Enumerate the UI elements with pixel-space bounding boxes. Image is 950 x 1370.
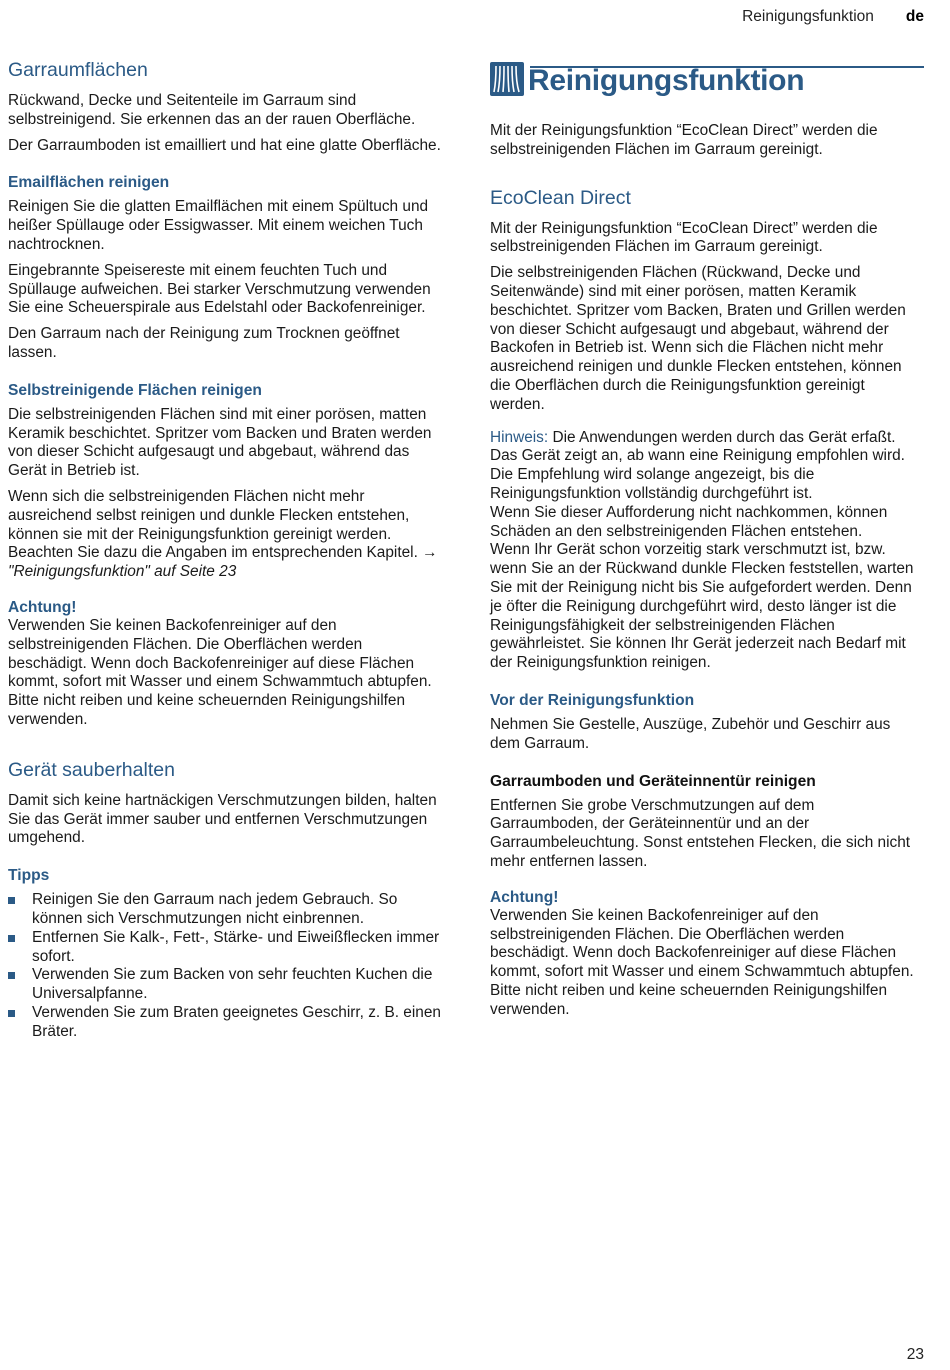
eco-p2: Die selbstreinigenden Flächen (Rückwand, Decke und Seitenwände) sind mit einer porösen, matten Keramik beschichtet. Spritzer vom Backen, Braten und Grillen werden von dieser Schicht aufgesaugt und abgebaut, während der Backofen in Betrieb ist. Wenn sich die Flächen nicht mehr ausreichend reinigen und dunkle Flecken entstehen, können die Oberflächen durch die Reinigungsfunktion gereinigt werden. (490, 264, 906, 413)
boden-attention-text: Verwenden Sie keinen Backofenreiniger auf den selbstreinigenden Flächen. Die Oberflächen werden beschädigt. Wenn doch Backofenreiniger auf diese Flächen kommt, sofort mit Wasser und einem Schwammtuch abtupfen. Bitte nicht reiben und keine scheuernden Reinigungshilfen verwenden. (490, 906, 914, 1018)
selbst-p2-text: Wenn sich die selbstreinigenden Flächen nicht mehr ausreichend selbst reinigen und dunkle Flecken entstehen, können sie mit der Reinigungsfunktion gereinigt werden. Beachten Sie dazu die Angaben im entsprechenden Kapitel. (8, 487, 418, 562)
tips-list (8, 891, 445, 1041)
tips-title: Tipps (8, 867, 50, 885)
hint-label: Hinweis: (490, 428, 549, 446)
garraum-title: Garraumflächen (8, 59, 148, 81)
hint-p3: Wenn Ihr Gerät schon vorzeitig stark verschmutzt ist, bzw. wenn Sie an der Rückwand dunkle Flecken feststellen, warten Sie mit der Reinigung nicht bis Sie aufgefordert werden. Denn je öfter die Reinigung durchgeführt wird, desto länger ist die Reinigungsfähigkeit der selbstreinigenden Flächen gewährleistet. Sie können Ihr Gerät jederzeit nach Bedarf mit der Reinigungsfunktion reinigen. (490, 541, 914, 672)
hint-text: Die Anwendungen werden durch das Gerät erfaßt. Das Gerät zeigt an, ab wann eine Reinigung empfohlen wird. Die Empfehlung wird solange angezeigt, bis die Reinigungsfunktion vollständig durchgeführt ist. (490, 428, 905, 502)
vor-p1: Nehmen Sie Gestelle, Auszüge, Zubehör und Geschirr aus dem Garraum. (490, 715, 891, 752)
hint-paragraph (490, 429, 922, 504)
page-number: 23 (906, 1346, 924, 1363)
cleaning-function-icon (490, 62, 524, 96)
reference-arrow-icon: → (422, 544, 438, 562)
vor-title: Vor der Reinigungsfunktion (490, 691, 695, 709)
boden-attention-title: Achtung! (490, 888, 559, 906)
left-column (8, 58, 445, 1041)
boden-p1: Entfernen Sie grobe Verschmutzungen auf dem Garraumboden, der Geräteinnentür und an der Garraumbeleuchtung. Sonst entstehen Flecken, die sich nicht mehr entfernen lassen. (490, 796, 911, 870)
selbst-title: Selbstreinigende Flächen reinigen (8, 381, 262, 399)
page-header (742, 8, 924, 26)
page-reference-link[interactable]: "Reinigungsfunktion" auf Seite 23 (8, 563, 237, 581)
sauber-title: Gerät sauberhalten (8, 758, 175, 781)
tip-item: Verwenden Sie zum Backen von sehr feuchten Kuchen die Universalpfanne. (8, 966, 445, 1004)
selbst-p1: Die selbstreinigenden Flächen sind mit einer porösen, matten Keramik beschichtet. Spritzer vom Backen und Braten werden von dieser Schicht aufgesaugt und abgebaut, während das Gerät in Betrieb ist. (8, 405, 432, 480)
selbst-attention-text: Verwenden Sie keinen Backofenreiniger auf den selbstreinigenden Flächen. Die Oberflächen werden beschädigt. Wenn doch Backofenreiniger auf diese Flächen kommt, sofort mit Wasser und einem Schwammtuch abtupfen. Bitte nicht reiben und keine scheuernden Reinigungshilfen verwenden. (8, 616, 432, 728)
header-language: de (905, 8, 924, 25)
boden-title: Garraumboden und Geräteinnentür reinigen (490, 772, 816, 790)
tip-item: Entfernen Sie Kalk-, Fett-, Stärke- und Eiweißflecken immer sofort. (8, 929, 445, 967)
header-section: Reinigungsfunktion (742, 8, 874, 25)
main-title: Reinigungsfunktion (528, 64, 805, 97)
selbst-attention-title: Achtung! (8, 598, 77, 616)
email-p3: Den Garraum nach der Reinigung zum Trocknen geöffnet lassen. (8, 325, 400, 361)
email-p1: Reinigen Sie die glatten Emailflächen mit einem Spültuch und heißer Spüllauge oder Essigwasser. Mit einem weichen Tuch nachtrocknen. (8, 198, 429, 253)
eco-p1: Mit der Reinigungsfunktion “EcoClean Direct” werden die selbstreinigenden Flächen im Garraum gereinigt. (490, 219, 878, 256)
garraum-p2: Der Garraumboden ist emailliert und hat eine glatte Oberfläche. (8, 136, 441, 154)
email-title: Emailflächen reinigen (8, 174, 170, 192)
garraum-p1: Rückwand, Decke und Seitenteile im Garraum sind selbstreinigend. Sie erkennen das an der rauen Oberfläche. (8, 92, 416, 128)
right-column (490, 58, 922, 1026)
sauber-p1: Damit sich keine hartnäckigen Verschmutzungen bilden, halten Sie das Gerät immer sauber und entfernen Verschmutzungen umgehend. (8, 791, 437, 847)
hint-p2: Wenn Sie dieser Aufforderung nicht nachkommen, können Schäden an den selbstreinigenden Flächen entstehen. (490, 503, 888, 540)
email-p2: Eingebrannte Speisereste mit einem feuchten Tuch und Spüllauge aufweichen. Bei starker Verschmutzung verwenden Sie eine Scheuerspirale aus Edelstahl oder Backofenreiniger. (8, 261, 431, 317)
eco-title: EcoClean Direct (490, 186, 631, 209)
tip-item: Verwenden Sie zum Braten geeignetes Geschirr, z. B. einen Bräter. (8, 1004, 445, 1042)
selbst-p2 (8, 488, 445, 582)
main-title-row (490, 58, 922, 104)
tip-item: Reinigen Sie den Garraum nach jedem Gebrauch. So können sich Verschmutzungen nicht einbrennen. (8, 891, 445, 929)
intro-text: Mit der Reinigungsfunktion “EcoClean Direct” werden die selbstreinigenden Flächen im Garraum gereinigt. (490, 122, 878, 158)
